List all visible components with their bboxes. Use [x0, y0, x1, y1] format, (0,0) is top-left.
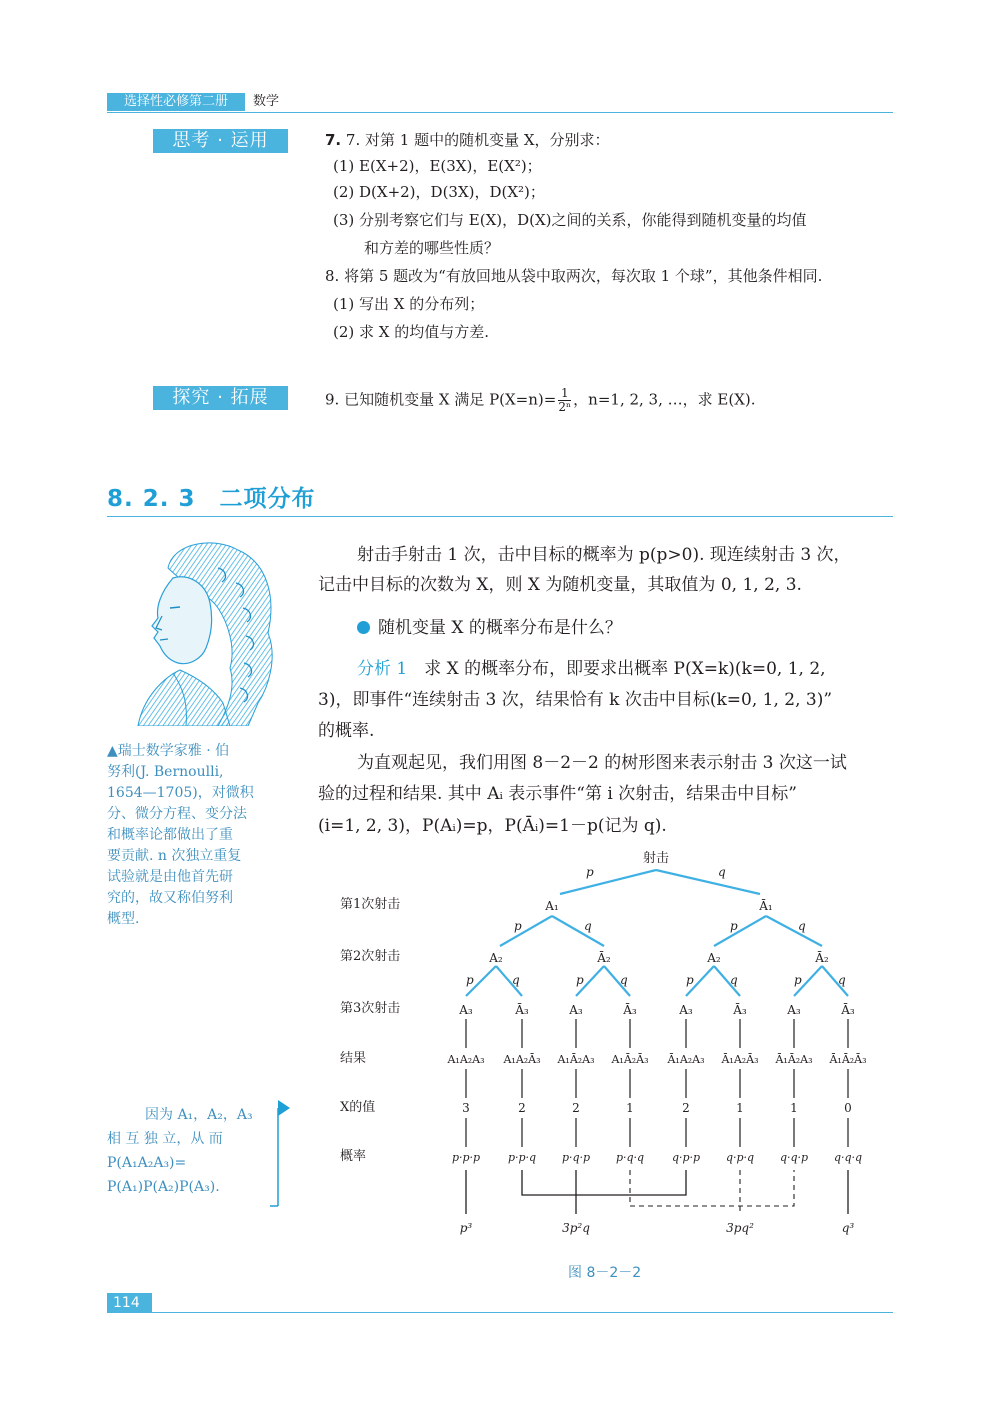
probability-label: p·q·p — [561, 1151, 591, 1164]
section-title: 8. 2. 3 二项分布 — [107, 486, 316, 512]
analysis-label: 分析 1 — [357, 659, 408, 679]
q8-line-1: 8. 将第 5 题改为“有放回地从袋中取两次，每次取 1 个球”，其他条件相同. — [325, 267, 823, 285]
node-A3: A₃ — [679, 1003, 693, 1017]
result-label: A₁A₂Ā₃ — [503, 1053, 541, 1066]
node-not-A3: Ā₃ — [733, 1003, 747, 1017]
x-value: 1 — [736, 1101, 744, 1115]
question-text: 随机变量 X 的概率分布是什么？ — [378, 618, 622, 638]
bernoulli-portrait — [118, 538, 283, 726]
node-not-A2: Ā₂ — [597, 951, 611, 965]
total-3p2q: 3p²q — [562, 1221, 590, 1235]
caption-line: 1654—1705)，对微积 — [107, 785, 254, 801]
branch-label-p: p — [794, 973, 802, 987]
branch-label-q: q — [718, 865, 726, 879]
x-value: 2 — [682, 1101, 690, 1115]
probability-label: q·p·q — [725, 1151, 755, 1164]
x-value: 2 — [572, 1101, 580, 1115]
side-note — [107, 1103, 272, 1199]
para3-line1: 为直观起见，我们用图 8－2－2 的树形图来表示射击 3 次这一试 — [357, 753, 847, 773]
probability-label: p·p·p — [451, 1151, 481, 1164]
header-rule — [107, 112, 893, 113]
total-3pq2: 3pq² — [726, 1221, 754, 1235]
tag-explore-extend: 探究 · 拓展 — [153, 386, 288, 410]
question-line — [357, 616, 622, 640]
result-label: Ā₁Ā₂Ā₃ — [829, 1053, 867, 1066]
q9-numerator: 1 — [558, 387, 571, 401]
tree-root: 射击 — [642, 851, 670, 866]
node-A2: A₂ — [489, 951, 503, 965]
x-value: 1 — [790, 1101, 798, 1115]
node-not-A2: Ā₂ — [815, 951, 829, 965]
header-subject: 数学 — [253, 94, 280, 109]
caption-line: 努利(J. Bernoulli, — [107, 764, 224, 780]
caption-line: 要贡献. n 次独立重复 — [107, 848, 242, 864]
tag-think-apply: 思考 · 运用 — [153, 129, 288, 153]
x-value: 0 — [844, 1101, 852, 1115]
branch-label-q: q — [584, 919, 592, 933]
q7-line-2: (1) E(X+2)，E(3X)，E(X²)； — [333, 157, 542, 175]
branch-label-p: p — [586, 865, 594, 879]
result-label: Ā₁A₂Ā₃ — [721, 1053, 759, 1066]
para1-line2: 记击中目标的次数为 X，则 X 为随机变量，其取值为 0, 1, 2, 3. — [318, 575, 802, 595]
node-not-A3: Ā₃ — [623, 1003, 637, 1017]
node-not-A3: Ā₃ — [515, 1003, 529, 1017]
caption-line: 概型. — [107, 911, 140, 927]
footer-rule — [107, 1312, 893, 1313]
branch-label-q: q — [798, 919, 806, 933]
node-A3: A₃ — [787, 1003, 801, 1017]
node-A3: A₃ — [569, 1003, 583, 1017]
branch-label-q: q — [838, 973, 846, 987]
para3-line2: 验的过程和结果. 其中 Aᵢ 表示事件“第 i 次射击，结果击中目标” — [318, 784, 797, 804]
probability-label: q·q·p — [779, 1151, 809, 1164]
row-label-shot3: 第3次射击 — [340, 1001, 401, 1016]
para1-line1: 射击手射击 1 次，击中目标的概率为 p(p>0). 现连续射击 3 次， — [357, 545, 851, 565]
q7-line-1: 7. 7. 对第 1 题中的随机变量 X，分别求： — [325, 131, 610, 149]
para2-text: 求 X 的概率分布，即要求出概率 P(X=k)(k=0, 1, 2, — [424, 659, 826, 679]
side-note-line: 因为 A₁，A₂，A₃ — [145, 1107, 253, 1123]
row-label-result: 结果 — [340, 1051, 367, 1066]
q9-fraction — [558, 387, 571, 414]
branch-label-p: p — [686, 973, 694, 987]
branch-label-p: p — [576, 973, 584, 987]
row-label-shot1: 第1次射击 — [340, 897, 401, 912]
row-label-shot2: 第2次射击 — [340, 949, 401, 964]
total-p-cubed: p³ — [459, 1221, 473, 1235]
node-A2: A₂ — [707, 951, 721, 965]
probability-tree-diagram — [320, 842, 900, 1252]
header-book-label: 选择性必修第二册 — [107, 93, 245, 111]
result-label: A₁Ā₂A₃ — [557, 1053, 595, 1066]
q7-line-3: (2) D(X+2)，D(3X)，D(X²)； — [333, 183, 545, 201]
x-value: 3 — [462, 1101, 470, 1115]
node-A1: A₁ — [545, 899, 559, 913]
portrait-caption — [107, 741, 279, 930]
caption-line: 究的，故又称伯努利 — [107, 890, 233, 906]
node-not-A1: Ā₁ — [759, 899, 773, 913]
q7-text: 7. 对第 1 题中的随机变量 X，分别求： — [345, 131, 610, 149]
node-A3: A₃ — [459, 1003, 473, 1017]
row-label-x-value: X的值 — [340, 1100, 376, 1115]
caption-line: 分、微分方程、变分法 — [107, 806, 247, 822]
q8-line-3: (2) 求 X 的均值与方差. — [333, 323, 489, 341]
side-note-line: 相 互 独 立，从 而 — [107, 1131, 223, 1147]
q9-denominator: 2ⁿ — [558, 400, 572, 414]
branch-label-p: p — [730, 919, 738, 933]
q7-line-5: 和方差的哪些性质？ — [364, 239, 500, 257]
side-note-bracket — [270, 1098, 294, 1210]
side-note-line: P(A₁)P(A₂)P(A₃). — [107, 1179, 220, 1195]
para2-line2: 3)，即事件“连续射击 3 次，结果恰有 k 次击中目标(k=0, 1, 2, 3)” — [318, 690, 833, 710]
bullet-icon — [357, 621, 370, 634]
result-label: A₁A₂A₃ — [447, 1053, 485, 1066]
q9-text-a: 9. 已知随机变量 X 满足 P(X=n)= — [325, 390, 557, 409]
row-label-probability: 概率 — [340, 1149, 367, 1164]
total-q-cubed: q³ — [841, 1221, 855, 1235]
caption-line: 和概率论都做出了重 — [107, 827, 233, 843]
side-note-line: P(A₁A₂A₃)= — [107, 1155, 187, 1171]
branch-label-q: q — [512, 973, 520, 987]
x-value: 2 — [518, 1101, 526, 1115]
result-label: Ā₁A₂A₃ — [667, 1053, 705, 1066]
q9-line — [325, 387, 756, 414]
node-not-A3: Ā₃ — [841, 1003, 855, 1017]
branch-label-q: q — [620, 973, 628, 987]
q9-text-b: ，n=1, 2, 3, …，求 E(X). — [573, 390, 756, 409]
x-value: 1 — [626, 1101, 634, 1115]
para2-line3: 的概率. — [318, 721, 375, 741]
page-number: 114 — [107, 1293, 152, 1313]
q8-line-2: (1) 写出 X 的分布列； — [333, 295, 485, 313]
branch-label-p: p — [466, 973, 474, 987]
probability-label: q·p·p — [671, 1151, 701, 1164]
para2-line1 — [357, 657, 826, 681]
probability-label: q·q·q — [833, 1151, 863, 1164]
figure-caption: 图 8－2－2 — [568, 1265, 642, 1281]
branch-label-q: q — [730, 973, 738, 987]
caption-line: 试验就是由他首先研 — [107, 869, 233, 885]
probability-label: p·p·q — [507, 1151, 537, 1164]
branch-label-p: p — [514, 919, 522, 933]
result-label: A₁Ā₂Ā₃ — [611, 1053, 649, 1066]
probability-label: p·q·q — [615, 1151, 645, 1164]
section-rule — [107, 516, 893, 517]
q7-line-4: (3) 分别考察它们与 E(X)，D(X)之间的关系，你能得到随机变量的均值 — [333, 211, 807, 229]
caption-line: ▲瑞士数学家雅 · 伯 — [107, 743, 230, 759]
para3-line3: (i=1, 2, 3)，P(Aᵢ)=p，P(Āᵢ)=1－p(记为 q). — [318, 816, 667, 836]
result-label: Ā₁Ā₂A₃ — [775, 1053, 813, 1066]
